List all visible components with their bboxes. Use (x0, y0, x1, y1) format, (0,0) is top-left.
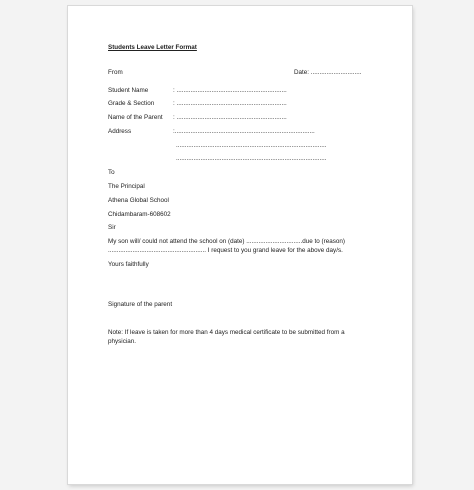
grade-section-label: Grade & Section (108, 100, 155, 107)
letter-page (68, 6, 412, 484)
address-line-2: ...................................................................................... (176, 142, 327, 149)
closing: Yours faithfully (108, 261, 149, 268)
note-line-1: Note: If leave is taken for more than 4 days medical certificate to be submitted from a (108, 329, 345, 336)
parent-name-blank: : ............................................................... (173, 114, 287, 121)
grade-section-blank: : ............................................................... (173, 100, 287, 107)
letter-title: Students Leave Letter Format (108, 44, 197, 51)
student-name-label: Student Name (108, 87, 149, 94)
date-line: Date: ............................. (294, 69, 362, 76)
to-label: To (108, 169, 115, 176)
note-line-2: physician. (108, 338, 137, 345)
from-label: From (108, 69, 123, 76)
address-line-3: ...................................................................................... (176, 155, 327, 162)
salutation: Sir (108, 224, 116, 231)
body-line-2: ........................................................ I request to you grand leave for the above day/s. (108, 247, 343, 254)
recipient-title: The Principal (108, 183, 145, 190)
recipient-school: Athena Global School (108, 197, 169, 204)
address-blank: :................................................................................ (173, 128, 315, 135)
parent-name-label: Name of the Parent (108, 114, 163, 121)
student-name-blank: : ............................................................... (173, 87, 287, 94)
address-label: Address (108, 128, 132, 135)
recipient-city: Chidambaram-608602 (108, 211, 171, 218)
signature-label: Signature of the parent (108, 301, 173, 308)
body-line-1: My son will/ could not attend the school on (date) ................................due to (reason) (108, 238, 345, 245)
